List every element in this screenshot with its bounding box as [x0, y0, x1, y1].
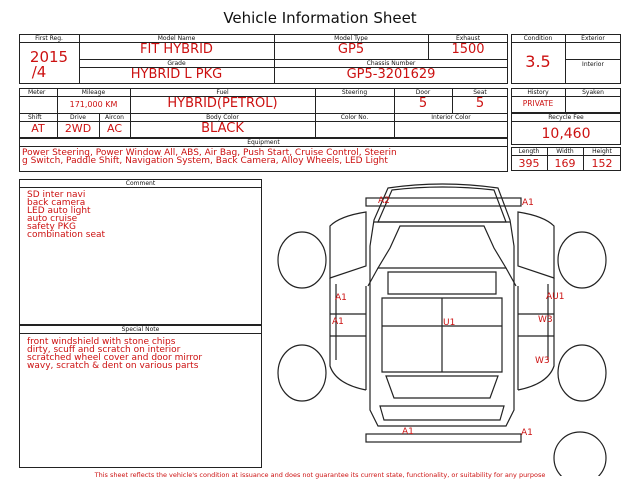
grade-label: Grade	[167, 60, 186, 67]
special-note-line-3: scratched wheel cover and door mirror	[27, 353, 203, 363]
model-type-value: GP5	[337, 42, 365, 57]
damage-a1-front-right: A1	[522, 198, 534, 208]
color-no-label: Color No.	[340, 114, 369, 121]
sheet-title: Vehicle Information Sheet	[223, 9, 417, 27]
special-note-line-1: front windshield with stone chips	[27, 337, 176, 347]
history-label: History	[527, 89, 549, 96]
mileage-value: 171,000 KM	[69, 100, 118, 109]
door-value: 5	[418, 96, 428, 111]
chassis-number-value: GP5-3201629	[346, 67, 436, 82]
rear-left-wheel	[278, 345, 326, 401]
length-label: Length	[518, 148, 540, 155]
recycle-fee-value: 10,460	[541, 126, 591, 142]
fuel-value: HYBRID(PETROL)	[167, 96, 278, 111]
aircon-label: Aircon	[105, 114, 124, 121]
condition-label: Condition	[523, 35, 553, 42]
equipment-line-2: g Switch, Paddle Shift, Navigation System, Back Camera, Alloy Wheels, LED Light	[22, 156, 388, 166]
first-reg-month: /4	[31, 63, 47, 81]
damage-a1-left-lower: A1	[332, 317, 344, 327]
special-note-line-2: dirty, scuff and scratch on interior	[27, 345, 181, 355]
drive-value: 2WD	[64, 122, 92, 135]
interior-color-label: Interior Color	[431, 114, 471, 121]
comment-line-6: combination seat	[27, 230, 106, 240]
fuel-label: Fuel	[216, 89, 229, 96]
first-reg-year: 2015	[29, 48, 69, 66]
damage-a1-rear-right: A1	[521, 428, 533, 438]
syaken-label: Syaken	[582, 89, 604, 96]
chassis-number-label: Chassis Number	[366, 60, 416, 67]
mileage-label: Mileage	[81, 89, 106, 96]
damage-u1-roof: U1	[443, 318, 456, 328]
seat-label: Seat	[473, 89, 487, 96]
damage-w3-lower: W3	[535, 356, 550, 366]
body-color-label: Body Color	[206, 114, 239, 121]
width-value: 169	[554, 157, 576, 170]
recycle-fee-label: Recycle Fee	[548, 114, 584, 121]
exhaust-value: 1500	[451, 42, 485, 57]
steering-label: Steering	[341, 89, 368, 96]
equipment-label: Equipment	[247, 139, 280, 146]
condition-value: 3.5	[525, 52, 551, 71]
body-color-value: BLACK	[201, 121, 244, 136]
meter-label: Meter	[28, 89, 46, 96]
length-value: 395	[518, 157, 540, 170]
comment-line-2: back camera	[27, 198, 86, 208]
comment-line-3: LED auto light	[27, 206, 91, 216]
model-type-label: Model Type	[334, 35, 368, 42]
first-reg-label: First Reg.	[35, 35, 63, 42]
model-name-value: FIT HYBRID	[140, 42, 213, 57]
model-name-label: Model Name	[157, 35, 196, 42]
exhaust-label: Exhaust	[455, 35, 481, 42]
spare-wheel	[554, 432, 606, 476]
shift-value: AT	[31, 122, 45, 135]
special-note-line-4: wavy, scratch & dent on various parts	[27, 361, 199, 371]
rear-right-wheel	[558, 345, 606, 401]
front-left-wheel	[278, 232, 326, 288]
height-value: 152	[591, 157, 613, 170]
height-label: Height	[592, 148, 612, 155]
shift-label: Shift	[28, 114, 42, 121]
damage-au1-right: AU1	[546, 292, 565, 302]
damage-a1-rear: A1	[402, 427, 414, 437]
disclaimer-footer: This sheet reflects the vehicle's condition at issuance and does not guarantee its current state, functionality, or suitability for any purpose	[94, 471, 546, 479]
comment-line-1: SD inter navi	[27, 190, 86, 200]
door-label: Door	[415, 89, 431, 96]
aircon-value: AC	[106, 122, 122, 135]
special-note-label: Special Note	[121, 326, 160, 333]
comment-line-5: safety PKG	[27, 222, 76, 232]
grade-value: HYBRID L PKG	[130, 67, 223, 82]
damage-a2-front: A2	[378, 196, 390, 206]
width-label: Width	[556, 148, 574, 155]
front-right-wheel	[558, 232, 606, 288]
comment-label: Comment	[125, 180, 156, 187]
equipment-line-1: Power Steering, Power Window All, ABS, Air Bag, Push Start, Cruise Control, Steerin	[22, 148, 397, 158]
drive-label: Drive	[70, 114, 86, 121]
comment-line-4: auto cruise	[27, 214, 78, 224]
history-value: PRIVATE	[522, 99, 554, 108]
damage-a1-left-upper: A1	[335, 293, 347, 303]
damage-w3-upper: W3	[538, 315, 553, 325]
seat-value: 5	[475, 96, 485, 111]
interior-label: Interior	[582, 61, 604, 68]
exterior-label: Exterior	[581, 35, 605, 42]
